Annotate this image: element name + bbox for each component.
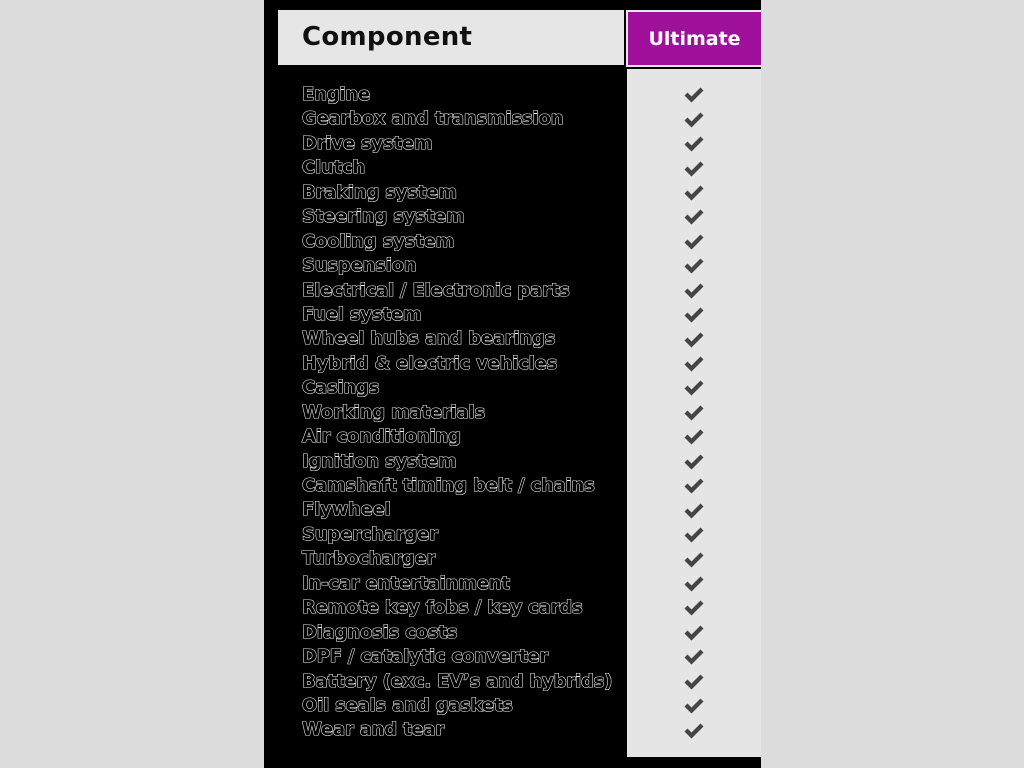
check-cell <box>627 474 761 498</box>
check-cell <box>627 181 761 205</box>
checkmark-icon <box>683 208 705 226</box>
check-cell <box>627 670 761 694</box>
check-cell <box>627 498 761 522</box>
checkmark-icon <box>683 86 705 104</box>
component-row-label: Working materials <box>302 401 485 423</box>
check-cell <box>627 327 761 351</box>
checkmark-icon <box>683 428 705 446</box>
check-list <box>627 83 761 743</box>
component-row-label: Steering system <box>302 206 465 228</box>
check-cell <box>627 132 761 156</box>
component-row-label: Engine <box>302 84 370 105</box>
checkmark-icon <box>683 379 705 397</box>
component-row-label: Fuel system <box>302 303 422 325</box>
component-row-label: Supercharger <box>302 523 438 545</box>
component-row-label: Camshaft timing belt / chains <box>302 475 595 496</box>
component-row-label: Air conditioning <box>302 426 461 448</box>
component-row-label: Turbocharger <box>302 548 436 570</box>
component-row-label: Clutch <box>302 157 366 179</box>
check-cell <box>627 230 761 254</box>
component-row-label: Remote key fobs / key cards <box>302 597 583 619</box>
checkmark-icon <box>683 233 705 251</box>
check-cell <box>627 107 761 131</box>
component-row-label: Cooling system <box>302 230 455 252</box>
check-cell <box>627 572 761 596</box>
component-row-label: Wheel hubs and bearings <box>302 328 556 350</box>
checkmark-icon <box>683 551 705 569</box>
checkmark-icon <box>683 624 705 642</box>
checkmark-icon <box>683 648 705 666</box>
checkmark-icon <box>683 575 705 593</box>
component-row-label: Wear and tear <box>302 719 445 741</box>
component-list <box>302 83 624 743</box>
component-row-label: DPF / catalytic converter <box>302 646 549 668</box>
tier-header-label: Ultimate <box>648 27 741 50</box>
check-cell <box>627 205 761 229</box>
component-row-label: In-car entertainment <box>302 572 510 594</box>
component-row-label: Suspension <box>302 255 417 277</box>
check-cell <box>627 279 761 303</box>
checkmark-icon <box>683 477 705 495</box>
check-cell <box>627 352 761 376</box>
checkmark-icon <box>683 722 705 740</box>
component-row-label: Drive system <box>302 132 433 154</box>
check-cell <box>627 718 761 742</box>
component-column-header <box>278 10 624 65</box>
checkmark-icon <box>683 282 705 300</box>
check-cell <box>627 621 761 645</box>
checkmark-icon <box>683 257 705 275</box>
check-cell <box>627 376 761 400</box>
check-cell <box>627 694 761 718</box>
component-row-label: Oil seals and gaskets <box>302 694 513 716</box>
component-row-label: Diagnosis costs <box>302 621 458 643</box>
checkmark-icon <box>683 331 705 349</box>
checkmark-icon <box>683 160 705 178</box>
checkmark-icon <box>683 404 705 422</box>
check-cell <box>627 401 761 425</box>
component-header-label: Component <box>302 22 473 52</box>
check-cell <box>627 425 761 449</box>
check-cell <box>627 450 761 474</box>
component-row-label: Hybrid & electric vehicles <box>302 352 558 374</box>
check-cell <box>627 596 761 620</box>
checkmark-icon <box>683 184 705 202</box>
checkmark-icon <box>683 697 705 715</box>
component-row-label: Gearbox and transmission <box>302 108 564 130</box>
component-row-label: Casings <box>302 377 380 399</box>
component-row-label: Battery (exc. EV’s and hybrids) <box>302 670 613 692</box>
check-cell <box>627 645 761 669</box>
checkmark-icon <box>683 111 705 129</box>
checkmark-icon <box>683 599 705 617</box>
checkmark-icon <box>683 526 705 544</box>
check-cell <box>627 303 761 327</box>
tier-column-header <box>626 10 761 67</box>
checkmark-icon <box>683 673 705 691</box>
component-row-label: Braking system <box>302 181 457 203</box>
checkmark-icon <box>683 135 705 153</box>
check-cell <box>627 83 761 107</box>
check-cell <box>627 254 761 278</box>
checkmark-icon <box>683 306 705 324</box>
component-row-label: Electrical / Electronic parts <box>302 279 570 301</box>
component-row-label: Flywheel <box>302 499 391 521</box>
checkmark-icon <box>683 453 705 471</box>
component-row-label: Ignition system <box>302 450 457 472</box>
check-cell <box>627 547 761 571</box>
check-cell <box>627 523 761 547</box>
checkmark-icon <box>683 502 705 520</box>
checkmark-icon <box>683 355 705 373</box>
check-cell <box>627 156 761 180</box>
